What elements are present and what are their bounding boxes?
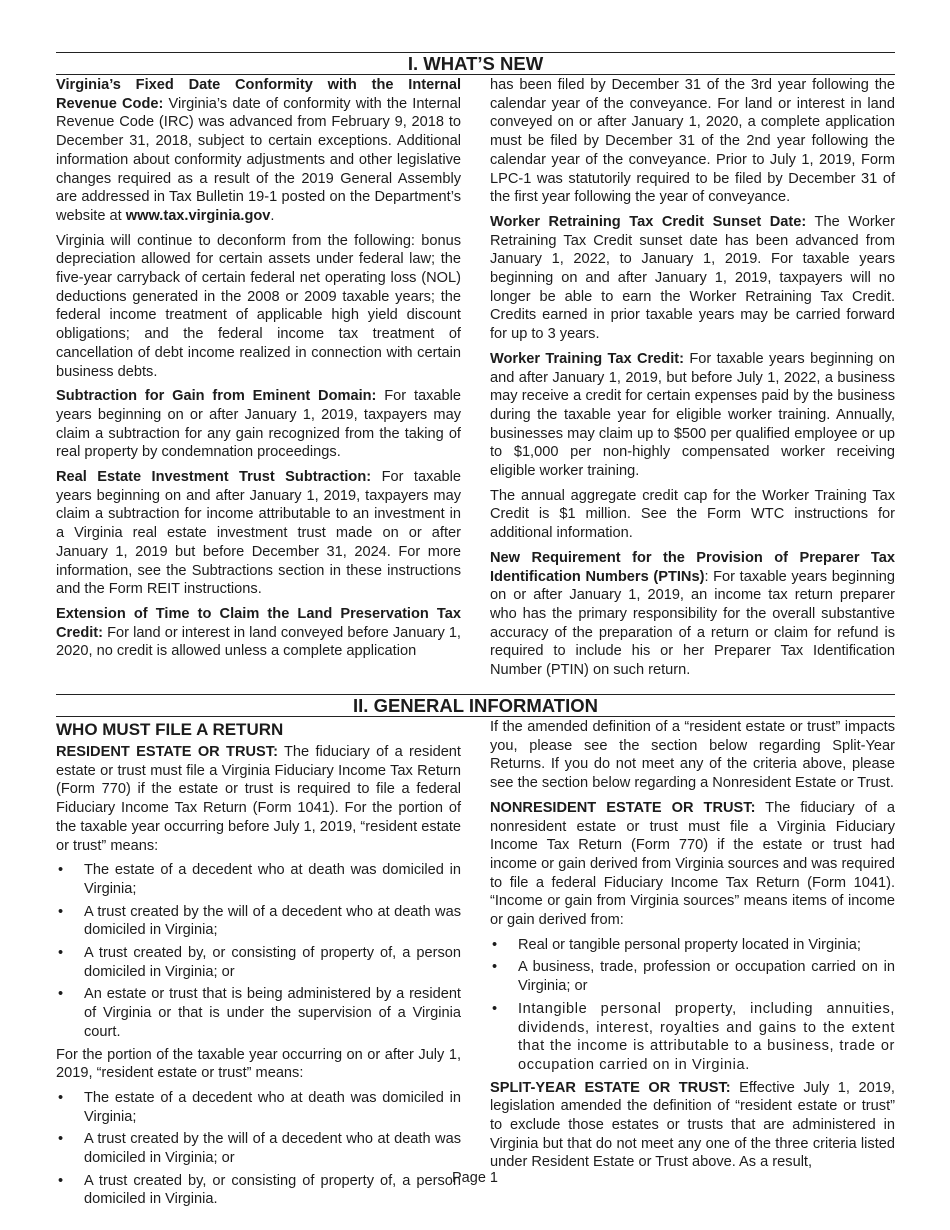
document-page [56,52,895,1213]
land-preservation-continued: has been filed by December 31 of the 3rd year following the calendar year of the conveyance. For land or interest in land conveyed on or after January 1, 2020, a complete application must be filed by December 31 of the 2nd year following the calendar year of the conveyance. Prior to July 1, 2019, Form LPC-1 was statutorily required to be filed by December 31 of the first year following the year of conveyance. [490,77,895,206]
ptin-paragraph: New Requirement for the Provision of Preparer Tax Identification Numbers (PTINs): For taxable years beginning on or after January 1, 2019, an income tax return preparer who has the primary responsibility for the overall substantive accuracy of the preparation of a return or claim for refund is required to include his or her Preparer Tax Identification Number (PTIN) on such return. [490,549,895,679]
list-item: • Intangible personal property, including annuities, dividends, interest, royalties and gains to the extent that the income is attributable to a business, trade or occupation carried on in Virginia. [490,1000,895,1075]
section-1-left-column [56,76,461,694]
resident-paragraph: RESIDENT ESTATE OR TRUST: The fiduciary of a resident estate or trust must file a Virginia Fiduciary Income Tax Return (Form 770) if the estate or trust is required to file a federal Fiduciary Income Tax Return (Form 1041). For the portion of the taxable year occurring before July 1, 2019, “resident estate or trust” means: [56,744,461,854]
section-2-title: II. GENERAL INFORMATION [56,694,895,717]
list-item: • Real or tangible personal property located in Virginia; [490,936,895,955]
who-must-file-heading: WHO MUST FILE A RETURN [56,720,284,739]
resident-after-intro: For the portion of the taxable year occurring on or after July 1, 2019, “resident estate or trust” means: [56,1046,461,1082]
resident-after-list [56,1089,461,1209]
section-2-right-column [490,718,895,1213]
section-2-columns [56,718,895,1213]
section-1-columns [56,76,895,694]
credit-cap-paragraph: The annual aggregate credit cap for the Worker Training Tax Credit is $1 million. See the Form WTC instructions for additional information. [490,487,895,542]
eminent-domain-paragraph: Subtraction for Gain from Eminent Domain: For taxable years beginning on or after January 1, 2019, taxpayers may claim a subtraction for any gain recognized from the taking of real property by condemnation proceedings. [56,388,461,461]
conformity-paragraph: Virginia’s Fixed Date Conformity with the Internal Revenue Code: Virginia’s date of conformity with the Internal Revenue Code (IRC) was advanced from February 9, 2018 to December 31, 2018, subject to certain exceptions. Additional information about conformity adjustments and other legislative changes required as a result of the 2019 General Assembly are addressed in Tax Bulletin 19-1 posted on the Department’s website at www.tax.virginia.gov. [56,77,461,224]
website-link[interactable]: www.tax.virginia.gov [125,207,271,224]
section-1-title: I. WHAT’S NEW [56,52,895,75]
list-item: • A trust created by, or consisting of property of, a person domiciled in Virginia; or [56,944,461,981]
list-item: • An estate or trust that is being administered by a resident of Virginia or that is under the supervision of a Virginia court. [56,985,461,1041]
split-year-paragraph: SPLIT-YEAR ESTATE OR TRUST: Effective July 1, 2019, legislation amended the definition of “resident estate or trust” to exclude those estates or trusts that are administered in Virginia but that do not meet any one of the three criteria listed under Resident Estate or Trust above. As a result, [490,1079,895,1171]
section-2-left-column [56,718,461,1213]
list-item: • The estate of a decedent who at death was domiciled in Virginia; [56,861,461,898]
worker-retraining-paragraph: Worker Retraining Tax Credit Sunset Date: The Worker Retraining Tax Credit sunset date has been advanced from January 1, 2022, to January 1, 2019. For taxable years beginning on and after January 1, 2019, taxpayers will no longer be able to earn the Worker Retraining Tax Credit. Credits earned in prior taxable years may be carried forward for up to 3 years. [490,213,895,343]
deconform-paragraph: Virginia will continue to deconform from the following: bonus depreciation allowed for certain assets under federal law; the five-year carryback of certain federal net operating loss (NOL) deductions generated in the 2008 or 2009 taxable years; the federal income treatment of applicable high yield discount obligations; and the federal income tax treatment of cancellation of debt income realized in connection with certain business debts. [56,232,461,380]
reit-paragraph: Real Estate Investment Trust Subtraction: For taxable years beginning on and after January 1, 2019, taxpayers may claim a subtraction for income attributable to an investment in a Virginia real estate investment trust made on or after January 1, 2019 but before December 31, 2024. For more information, see the Subtractions section in these instructions and the Form REIT instructions. [56,469,461,598]
virginia-sources-list [490,936,895,1075]
list-item: • A trust created by the will of a decedent who at death was domiciled in Virginia; or [56,1130,461,1167]
amended-definition-paragraph: If the amended definition of a “resident estate or trust” impacts you, please see the section below regarding Split-Year Returns. If you do not meet any of the criteria above, please see the section below regarding a Nonresident Estate or Trust. [490,719,895,792]
list-item: • A trust created by the will of a decedent who at death was domiciled in Virginia; [56,903,461,940]
land-preservation-paragraph: Extension of Time to Claim the Land Preservation Tax Credit: For land or interest in land conveyed before January 1, 2020, no credit is allowed unless a complete application [56,605,461,660]
list-item: • A business, trade, profession or occupation carried on in Virginia; or [490,958,895,995]
worker-training-paragraph: Worker Training Tax Credit: For taxable years beginning on and after January 1, 2019, but before July 1, 2022, a business may receive a credit for certain expenses paid by the business during the taxable year for eligible worker training. Annually, businesses may claim up to $500 per qualified employee or up to $1,000 per non-highly compensated worker receiving eligible worker training. [490,350,895,480]
resident-before-list [56,861,461,1041]
list-item: • A trust created by, or consisting of property of, a person domiciled in Virginia. [56,1172,461,1209]
page-number: Page 1 [452,1170,498,1186]
section-1-right-column [490,76,895,694]
list-item: • The estate of a decedent who at death was domiciled in Virginia; [56,1089,461,1126]
nonresident-paragraph: NONRESIDENT ESTATE OR TRUST: The fiduciary of a nonresident estate or trust must file a Virginia Fiduciary Income Tax Return (Form 770) if the estate or trust had income or gain derived from Virginia sources and was required to file a federal Fiduciary Income Tax Return (Form 1041). “Income or gain from Virginia sources” means items of income or gain derived from: [490,799,895,929]
